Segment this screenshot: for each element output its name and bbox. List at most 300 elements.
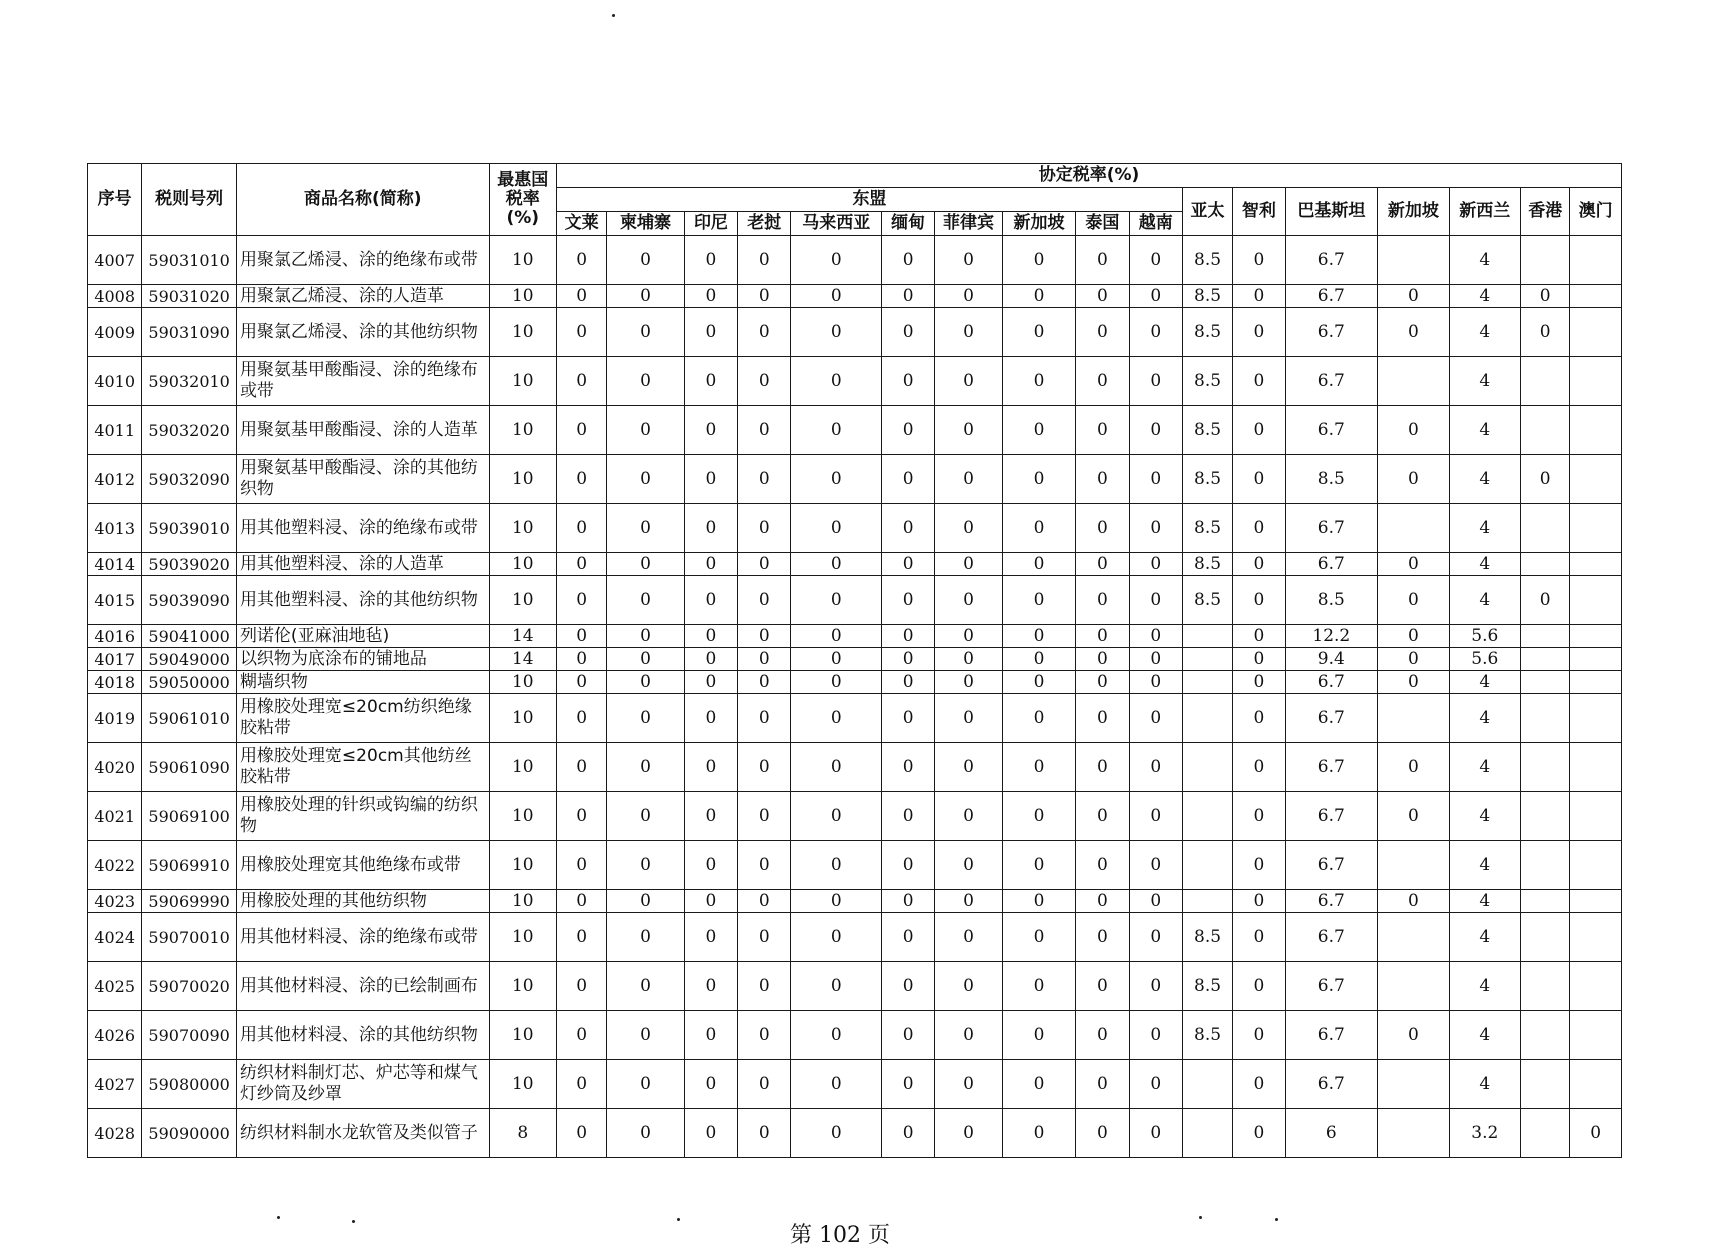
header-asean-indonesia: 印尼: [684, 212, 737, 236]
asean-rate-cell: 0: [1002, 1109, 1075, 1158]
asean-rate-cell: 0: [556, 308, 606, 357]
asean-rate-cell: 0: [1129, 625, 1182, 648]
name-cell: 用聚氨基甲酸酯浸、涂的其他纺织物: [236, 455, 489, 504]
singapore-rate-cell: 0: [1378, 671, 1449, 694]
asean-rate-cell: 0: [607, 357, 684, 406]
asean-rate-cell: 0: [738, 1060, 791, 1109]
new-zealand-rate-cell: 4: [1449, 308, 1520, 357]
singapore-rate-cell: 0: [1378, 308, 1449, 357]
asean-rate-cell: 0: [607, 455, 684, 504]
asean-rate-cell: 0: [684, 1011, 737, 1060]
asean-rate-cell: 0: [882, 913, 935, 962]
chile-rate-cell: 0: [1233, 671, 1285, 694]
code-cell: 59041000: [142, 625, 237, 648]
asean-rate-cell: 0: [684, 841, 737, 890]
name-cell: 用聚氯乙烯浸、涂的绝缘布或带: [236, 236, 489, 285]
apta-rate-cell: 8.5: [1182, 357, 1232, 406]
hong-kong-rate-cell: [1521, 792, 1570, 841]
asean-rate-cell: 0: [1129, 694, 1182, 743]
asean-rate-cell: 0: [1076, 648, 1129, 671]
asean-rate-cell: 0: [556, 236, 606, 285]
mfn-rate-cell: 14: [489, 625, 556, 648]
asean-rate-cell: 0: [935, 357, 1002, 406]
asean-rate-cell: 0: [791, 357, 882, 406]
apta-rate-cell: [1182, 743, 1232, 792]
asean-rate-cell: 0: [935, 553, 1002, 576]
seq-cell: 4013: [88, 504, 142, 553]
name-cell: 用橡胶处理宽≤20cm纺织绝缘胶粘带: [236, 694, 489, 743]
asean-rate-cell: 0: [882, 890, 935, 913]
asean-rate-cell: 0: [935, 962, 1002, 1011]
code-cell: 59070090: [142, 1011, 237, 1060]
asean-rate-cell: 0: [607, 308, 684, 357]
macao-rate-cell: [1570, 913, 1622, 962]
chile-rate-cell: 0: [1233, 625, 1285, 648]
asean-rate-cell: 0: [791, 1060, 882, 1109]
name-cell: 用橡胶处理宽其他绝缘布或带: [236, 841, 489, 890]
singapore-rate-cell: 0: [1378, 406, 1449, 455]
table-row: [88, 625, 1622, 648]
mfn-rate-cell: 10: [489, 671, 556, 694]
asean-rate-cell: 0: [738, 406, 791, 455]
asean-rate-cell: 0: [684, 308, 737, 357]
hong-kong-rate-cell: 0: [1521, 285, 1570, 308]
name-cell: 用聚氨基甲酸酯浸、涂的绝缘布或带: [236, 357, 489, 406]
asean-rate-cell: 0: [1129, 913, 1182, 962]
code-cell: 59050000: [142, 671, 237, 694]
apta-rate-cell: 8.5: [1182, 455, 1232, 504]
name-cell: 用橡胶处理宽≤20cm其他纺丝胶粘带: [236, 743, 489, 792]
header-code: 税则号列: [142, 164, 237, 236]
asean-rate-cell: 0: [935, 285, 1002, 308]
seq-cell: 4022: [88, 841, 142, 890]
asean-rate-cell: 0: [1002, 357, 1075, 406]
code-cell: 59049000: [142, 648, 237, 671]
new-zealand-rate-cell: 4: [1449, 792, 1520, 841]
header-singapore: 新加坡: [1378, 188, 1449, 236]
pakistan-rate-cell: 6.7: [1285, 357, 1378, 406]
new-zealand-rate-cell: 3.2: [1449, 1109, 1520, 1158]
name-cell: 纺织材料制水龙软管及类似管子: [236, 1109, 489, 1158]
asean-rate-cell: 0: [935, 694, 1002, 743]
chile-rate-cell: 0: [1233, 504, 1285, 553]
table-row: [88, 576, 1622, 625]
chile-rate-cell: 0: [1233, 962, 1285, 1011]
hong-kong-rate-cell: [1521, 694, 1570, 743]
asean-rate-cell: 0: [1002, 236, 1075, 285]
hong-kong-rate-cell: [1521, 406, 1570, 455]
asean-rate-cell: 0: [1129, 236, 1182, 285]
singapore-rate-cell: [1378, 504, 1449, 553]
singapore-rate-cell: [1378, 841, 1449, 890]
hong-kong-rate-cell: [1521, 504, 1570, 553]
asean-rate-cell: 0: [607, 841, 684, 890]
header-seq: 序号: [88, 164, 142, 236]
mfn-rate-cell: 14: [489, 648, 556, 671]
asean-rate-cell: 0: [1076, 1109, 1129, 1158]
asean-rate-cell: 0: [556, 455, 606, 504]
asean-rate-cell: 0: [684, 285, 737, 308]
hong-kong-rate-cell: 0: [1521, 576, 1570, 625]
asean-rate-cell: 0: [738, 285, 791, 308]
asean-rate-cell: 0: [556, 648, 606, 671]
singapore-rate-cell: 0: [1378, 648, 1449, 671]
apta-rate-cell: 8.5: [1182, 913, 1232, 962]
asean-rate-cell: 0: [738, 455, 791, 504]
seq-cell: 4027: [88, 1060, 142, 1109]
seq-cell: 4026: [88, 1011, 142, 1060]
asean-rate-cell: 0: [1129, 841, 1182, 890]
asean-rate-cell: 0: [738, 913, 791, 962]
asean-rate-cell: 0: [607, 743, 684, 792]
asean-rate-cell: 0: [935, 1060, 1002, 1109]
asean-rate-cell: 0: [882, 1060, 935, 1109]
asean-rate-cell: 0: [935, 792, 1002, 841]
seq-cell: 4008: [88, 285, 142, 308]
asean-rate-cell: 0: [738, 357, 791, 406]
header-asean-vietnam: 越南: [1129, 212, 1182, 236]
asean-rate-cell: 0: [935, 236, 1002, 285]
asean-rate-cell: 0: [684, 1109, 737, 1158]
asean-rate-cell: 0: [791, 962, 882, 1011]
macao-rate-cell: [1570, 357, 1622, 406]
asean-rate-cell: 0: [791, 1109, 882, 1158]
seq-cell: 4023: [88, 890, 142, 913]
asean-rate-cell: 0: [607, 406, 684, 455]
table-row: [88, 1109, 1622, 1158]
hong-kong-rate-cell: [1521, 357, 1570, 406]
asean-rate-cell: 0: [1076, 1060, 1129, 1109]
mfn-rate-cell: 10: [489, 890, 556, 913]
header-new-zealand: 新西兰: [1449, 188, 1520, 236]
asean-rate-cell: 0: [738, 308, 791, 357]
pakistan-rate-cell: 8.5: [1285, 576, 1378, 625]
asean-rate-cell: 0: [935, 455, 1002, 504]
macao-rate-cell: [1570, 671, 1622, 694]
new-zealand-rate-cell: 4: [1449, 1011, 1520, 1060]
code-cell: 59032090: [142, 455, 237, 504]
header-macao: 澳门: [1570, 188, 1622, 236]
asean-rate-cell: 0: [607, 1011, 684, 1060]
seq-cell: 4009: [88, 308, 142, 357]
asean-rate-cell: 0: [791, 504, 882, 553]
asean-rate-cell: 0: [935, 913, 1002, 962]
asean-rate-cell: 0: [556, 792, 606, 841]
asean-rate-cell: 0: [882, 553, 935, 576]
asean-rate-cell: 0: [1002, 671, 1075, 694]
asean-rate-cell: 0: [1076, 406, 1129, 455]
asean-rate-cell: 0: [607, 285, 684, 308]
apta-rate-cell: 8.5: [1182, 285, 1232, 308]
asean-rate-cell: 0: [684, 406, 737, 455]
mfn-rate-cell: 10: [489, 553, 556, 576]
new-zealand-rate-cell: 4: [1449, 576, 1520, 625]
macao-rate-cell: [1570, 553, 1622, 576]
seq-cell: 4024: [88, 913, 142, 962]
asean-rate-cell: 0: [791, 576, 882, 625]
asean-rate-cell: 0: [1076, 913, 1129, 962]
pakistan-rate-cell: 8.5: [1285, 455, 1378, 504]
new-zealand-rate-cell: 4: [1449, 671, 1520, 694]
asean-rate-cell: 0: [882, 1109, 935, 1158]
asean-rate-cell: 0: [791, 285, 882, 308]
apta-rate-cell: 8.5: [1182, 576, 1232, 625]
pakistan-rate-cell: 6.7: [1285, 913, 1378, 962]
asean-rate-cell: 0: [1002, 841, 1075, 890]
asean-rate-cell: 0: [791, 1011, 882, 1060]
asean-rate-cell: 0: [556, 671, 606, 694]
chile-rate-cell: 0: [1233, 648, 1285, 671]
hong-kong-rate-cell: 0: [1521, 455, 1570, 504]
macao-rate-cell: [1570, 504, 1622, 553]
mfn-rate-cell: 10: [489, 1060, 556, 1109]
chile-rate-cell: 0: [1233, 1109, 1285, 1158]
code-cell: 59039020: [142, 553, 237, 576]
name-cell: 用其他塑料浸、涂的其他纺织物: [236, 576, 489, 625]
asean-rate-cell: 0: [1129, 962, 1182, 1011]
pakistan-rate-cell: 6.7: [1285, 962, 1378, 1011]
asean-rate-cell: 0: [791, 625, 882, 648]
singapore-rate-cell: [1378, 1060, 1449, 1109]
asean-rate-cell: 0: [738, 504, 791, 553]
asean-rate-cell: 0: [684, 694, 737, 743]
asean-rate-cell: 0: [1002, 576, 1075, 625]
asean-rate-cell: 0: [935, 1109, 1002, 1158]
asean-rate-cell: 0: [738, 671, 791, 694]
asean-rate-cell: 0: [684, 455, 737, 504]
asean-rate-cell: 0: [1076, 308, 1129, 357]
header-agreement-rate: 协定税率(%): [556, 164, 1621, 188]
chile-rate-cell: 0: [1233, 553, 1285, 576]
asean-rate-cell: 0: [791, 308, 882, 357]
asean-rate-cell: 0: [791, 406, 882, 455]
asean-rate-cell: 0: [738, 1011, 791, 1060]
code-cell: 59031090: [142, 308, 237, 357]
asean-rate-cell: 0: [1002, 1060, 1075, 1109]
apta-rate-cell: 8.5: [1182, 504, 1232, 553]
pakistan-rate-cell: 6.7: [1285, 841, 1378, 890]
asean-rate-cell: 0: [1129, 1109, 1182, 1158]
asean-rate-cell: 0: [556, 962, 606, 1011]
apta-rate-cell: [1182, 671, 1232, 694]
asean-rate-cell: 0: [556, 1060, 606, 1109]
new-zealand-rate-cell: 4: [1449, 553, 1520, 576]
asean-rate-cell: 0: [1002, 792, 1075, 841]
asean-rate-cell: 0: [1129, 648, 1182, 671]
asean-rate-cell: 0: [607, 236, 684, 285]
header-asean-cambodia: 柬埔寨: [607, 212, 684, 236]
asean-rate-cell: 0: [556, 504, 606, 553]
asean-rate-cell: 0: [684, 913, 737, 962]
asean-rate-cell: 0: [935, 504, 1002, 553]
asean-rate-cell: 0: [556, 285, 606, 308]
apta-rate-cell: 8.5: [1182, 1011, 1232, 1060]
pakistan-rate-cell: 6.7: [1285, 890, 1378, 913]
table-row: [88, 648, 1622, 671]
asean-rate-cell: 0: [935, 648, 1002, 671]
asean-rate-cell: 0: [738, 962, 791, 1011]
asean-rate-cell: 0: [1076, 962, 1129, 1011]
code-cell: 59069990: [142, 890, 237, 913]
code-cell: 59031010: [142, 236, 237, 285]
pakistan-rate-cell: 6.7: [1285, 285, 1378, 308]
asean-rate-cell: 0: [556, 576, 606, 625]
scan-speck: [1199, 1216, 1202, 1219]
asean-rate-cell: 0: [882, 455, 935, 504]
asean-rate-cell: 0: [556, 694, 606, 743]
table-row: [88, 962, 1622, 1011]
new-zealand-rate-cell: 4: [1449, 694, 1520, 743]
scan-speck: [277, 1216, 280, 1219]
chile-rate-cell: 0: [1233, 1011, 1285, 1060]
asean-rate-cell: 0: [556, 406, 606, 455]
mfn-rate-cell: 10: [489, 406, 556, 455]
macao-rate-cell: [1570, 1011, 1622, 1060]
asean-rate-cell: 0: [1129, 308, 1182, 357]
singapore-rate-cell: 0: [1378, 455, 1449, 504]
asean-rate-cell: 0: [935, 308, 1002, 357]
asean-rate-cell: 0: [607, 1109, 684, 1158]
header-asean-philippines: 菲律宾: [935, 212, 1002, 236]
table-row: [88, 694, 1622, 743]
asean-rate-cell: 0: [1129, 406, 1182, 455]
name-cell: 纺织材料制灯芯、炉芯等和煤气灯纱筒及纱罩: [236, 1060, 489, 1109]
asean-rate-cell: 0: [935, 841, 1002, 890]
name-cell: 用其他材料浸、涂的绝缘布或带: [236, 913, 489, 962]
singapore-rate-cell: [1378, 694, 1449, 743]
new-zealand-rate-cell: 4: [1449, 236, 1520, 285]
asean-rate-cell: 0: [1002, 694, 1075, 743]
singapore-rate-cell: 0: [1378, 625, 1449, 648]
chile-rate-cell: 0: [1233, 576, 1285, 625]
table-row: [88, 890, 1622, 913]
table-row: [88, 841, 1622, 890]
asean-rate-cell: 0: [882, 406, 935, 455]
asean-rate-cell: 0: [1129, 792, 1182, 841]
hong-kong-rate-cell: [1521, 913, 1570, 962]
asean-rate-cell: 0: [1129, 553, 1182, 576]
new-zealand-rate-cell: 5.6: [1449, 648, 1520, 671]
asean-rate-cell: 0: [882, 1011, 935, 1060]
tariff-table: [87, 163, 1622, 1158]
asean-rate-cell: 0: [1129, 1011, 1182, 1060]
mfn-rate-cell: 10: [489, 455, 556, 504]
asean-rate-cell: 0: [791, 792, 882, 841]
hong-kong-rate-cell: [1521, 671, 1570, 694]
mfn-rate-cell: 8: [489, 1109, 556, 1158]
asean-rate-cell: 0: [1002, 455, 1075, 504]
table-row: [88, 285, 1622, 308]
asean-rate-cell: 0: [882, 576, 935, 625]
macao-rate-cell: [1570, 962, 1622, 1011]
asean-rate-cell: 0: [684, 792, 737, 841]
asean-rate-cell: 0: [556, 743, 606, 792]
hong-kong-rate-cell: [1521, 236, 1570, 285]
apta-rate-cell: [1182, 890, 1232, 913]
new-zealand-rate-cell: 4: [1449, 913, 1520, 962]
macao-rate-cell: [1570, 694, 1622, 743]
asean-rate-cell: 0: [607, 694, 684, 743]
singapore-rate-cell: 0: [1378, 1011, 1449, 1060]
asean-rate-cell: 0: [738, 841, 791, 890]
apta-rate-cell: [1182, 625, 1232, 648]
asean-rate-cell: 0: [1002, 962, 1075, 1011]
apta-rate-cell: [1182, 1109, 1232, 1158]
new-zealand-rate-cell: 4: [1449, 357, 1520, 406]
singapore-rate-cell: [1378, 236, 1449, 285]
hong-kong-rate-cell: [1521, 648, 1570, 671]
pakistan-rate-cell: 6.7: [1285, 792, 1378, 841]
chile-rate-cell: 0: [1233, 455, 1285, 504]
scan-speck: [1275, 1218, 1278, 1221]
apta-rate-cell: [1182, 841, 1232, 890]
chile-rate-cell: 0: [1233, 1060, 1285, 1109]
seq-cell: 4016: [88, 625, 142, 648]
asean-rate-cell: 0: [607, 625, 684, 648]
singapore-rate-cell: [1378, 962, 1449, 1011]
table-row: [88, 671, 1622, 694]
table-row: [88, 1011, 1622, 1060]
code-cell: 59069100: [142, 792, 237, 841]
chile-rate-cell: 0: [1233, 285, 1285, 308]
code-cell: 59039010: [142, 504, 237, 553]
asean-rate-cell: 0: [882, 308, 935, 357]
asean-rate-cell: 0: [556, 841, 606, 890]
hong-kong-rate-cell: [1521, 1109, 1570, 1158]
asean-rate-cell: 0: [684, 625, 737, 648]
asean-rate-cell: 0: [882, 357, 935, 406]
asean-rate-cell: 0: [882, 962, 935, 1011]
asean-rate-cell: 0: [1002, 625, 1075, 648]
header-pakistan: 巴基斯坦: [1285, 188, 1378, 236]
asean-rate-cell: 0: [882, 625, 935, 648]
asean-rate-cell: 0: [882, 792, 935, 841]
table-row: [88, 792, 1622, 841]
hong-kong-rate-cell: [1521, 962, 1570, 1011]
asean-rate-cell: 0: [1002, 913, 1075, 962]
seq-cell: 4011: [88, 406, 142, 455]
asean-rate-cell: 0: [1002, 285, 1075, 308]
asean-rate-cell: 0: [684, 236, 737, 285]
asean-rate-cell: 0: [1129, 285, 1182, 308]
asean-rate-cell: 0: [1002, 308, 1075, 357]
macao-rate-cell: [1570, 648, 1622, 671]
asean-rate-cell: 0: [607, 962, 684, 1011]
hong-kong-rate-cell: [1521, 890, 1570, 913]
hong-kong-rate-cell: [1521, 625, 1570, 648]
macao-rate-cell: [1570, 406, 1622, 455]
pakistan-rate-cell: 6.7: [1285, 553, 1378, 576]
table-row: [88, 553, 1622, 576]
macao-rate-cell: [1570, 792, 1622, 841]
table-body: [88, 236, 1622, 1158]
macao-rate-cell: 0: [1570, 1109, 1622, 1158]
table-row: [88, 406, 1622, 455]
asean-rate-cell: 0: [791, 841, 882, 890]
table-row: [88, 913, 1622, 962]
macao-rate-cell: [1570, 455, 1622, 504]
asean-rate-cell: 0: [738, 553, 791, 576]
chile-rate-cell: 0: [1233, 890, 1285, 913]
apta-rate-cell: [1182, 1060, 1232, 1109]
mfn-rate-cell: 10: [489, 308, 556, 357]
asean-rate-cell: 0: [738, 625, 791, 648]
chile-rate-cell: 0: [1233, 308, 1285, 357]
apta-rate-cell: 8.5: [1182, 308, 1232, 357]
pakistan-rate-cell: 9.4: [1285, 648, 1378, 671]
header-asean-myanmar: 缅甸: [882, 212, 935, 236]
singapore-rate-cell: 0: [1378, 743, 1449, 792]
